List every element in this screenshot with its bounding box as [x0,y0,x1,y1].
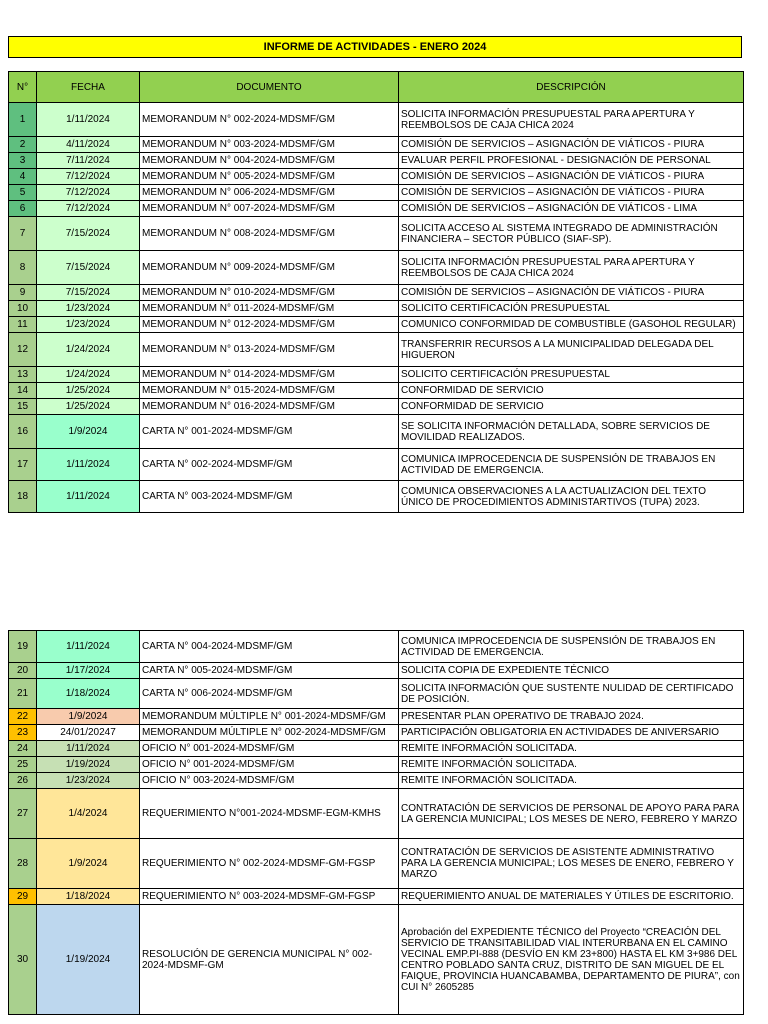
row-fecha: 1/24/2024 [37,367,140,383]
row-documento: CARTA N° 001-2024-MDSMF/GM [140,415,399,449]
row-descripcion: COMISIÓN DE SERVICIOS – ASIGNACIÓN DE VIÁTICOS - PIURA [399,169,744,185]
row-fecha: 1/9/2024 [37,709,140,725]
row-fecha: 7/15/2024 [37,217,140,251]
table-row [9,137,744,153]
row-descripcion: COMUNICA IMPROCEDENCIA DE SUSPENSIÓN DE TRABAJOS EN ACTIVIDAD DE EMERGENCIA. [399,449,744,481]
row-descripcion: SOLICITA INFORMACIÓN PRESUPUESTAL PARA APERTURA Y REEMBOLSOS DE CAJA CHICA 2024 [399,103,744,137]
row-number: 26 [9,773,37,789]
table-row [9,725,744,741]
row-fecha: 7/15/2024 [37,285,140,301]
table-row [9,301,744,317]
row-descripcion: REQUERIMIENTO ANUAL DE MATERIALES Y ÚTILES DE ESCRITORIO. [399,889,744,905]
row-descripcion: PARTICIPACIÓN OBLIGATORIA EN ACTIVIDADES DE ANIVERSARIO [399,725,744,741]
row-fecha: 7/15/2024 [37,251,140,285]
row-fecha: 1/23/2024 [37,301,140,317]
row-descripcion: PRESENTAR PLAN OPERATIVO DE TRABAJO 2024. [399,709,744,725]
header-documento: DOCUMENTO [140,72,399,103]
table-row [9,153,744,169]
row-number: 9 [9,285,37,301]
table-row [9,663,744,679]
row-number: 29 [9,889,37,905]
table-row [9,185,744,201]
row-descripcion: COMUNICO CONFORMIDAD DE COMBUSTIBLE (GASOHOL REGULAR) [399,317,744,333]
row-descripcion: SOLICITA ACCESO AL SISTEMA INTEGRADO DE ADMINISTRACIÓN FINANCIERA – SECTOR PÚBLICO (SIAF-SP). [399,217,744,251]
row-fecha: 7/11/2024 [37,153,140,169]
table-header-row [9,72,744,103]
row-descripcion: SOLICITA COPIA DE EXPEDIENTE TÉCNICO [399,663,744,679]
table-row [9,481,744,513]
table-row [9,741,744,757]
row-number: 3 [9,153,37,169]
row-fecha: 1/18/2024 [37,889,140,905]
row-documento: MEMORANDUM N° 014-2024-MDSMF/GM [140,367,399,383]
row-descripcion: SOLICITA INFORMACIÓN QUE SUSTENTE NULIDAD DE CERTIFICADO DE POSICIÓN. [399,679,744,709]
table-row [9,789,744,839]
header-descripcion: DESCRIPCIÓN [399,72,744,103]
row-fecha: 1/19/2024 [37,905,140,1015]
row-number: 1 [9,103,37,137]
row-documento: MEMORANDUM N° 013-2024-MDSMF/GM [140,333,399,367]
row-number: 8 [9,251,37,285]
row-number: 10 [9,301,37,317]
row-documento: MEMORANDUM MÚLTIPLE N° 002-2024-MDSMF/GM [140,725,399,741]
row-fecha: 1/24/2024 [37,333,140,367]
row-descripcion: COMISIÓN DE SERVICIOS – ASIGNACIÓN DE VIÁTICOS - PIURA [399,285,744,301]
row-documento: MEMORANDUM N° 006-2024-MDSMF/GM [140,185,399,201]
row-number: 27 [9,789,37,839]
row-documento: MEMORANDUM N° 009-2024-MDSMF/GM [140,251,399,285]
row-documento: MEMORANDUM N° 010-2024-MDSMF/GM [140,285,399,301]
row-descripcion: SOLICITO CERTIFICACIÓN PRESUPUESTAL [399,301,744,317]
row-fecha: 7/12/2024 [37,201,140,217]
row-number: 21 [9,679,37,709]
row-documento: MEMORANDUM N° 002-2024-MDSMF/GM [140,103,399,137]
row-descripcion: REMITE INFORMACIÓN SOLICITADA. [399,741,744,757]
row-number: 12 [9,333,37,367]
row-documento: MEMORANDUM N° 012-2024-MDSMF/GM [140,317,399,333]
table-row [9,679,744,709]
row-documento: MEMORANDUM N° 011-2024-MDSMF/GM [140,301,399,317]
row-number: 25 [9,757,37,773]
row-descripcion: SOLICITO CERTIFICACIÓN PRESUPUESTAL [399,367,744,383]
row-documento: MEMORANDUM N° 003-2024-MDSMF/GM [140,137,399,153]
row-fecha: 1/23/2024 [37,317,140,333]
row-number: 13 [9,367,37,383]
row-fecha: 1/11/2024 [37,631,140,663]
row-documento: CARTA N° 005-2024-MDSMF/GM [140,663,399,679]
table-row [9,103,744,137]
row-fecha: 1/4/2024 [37,789,140,839]
table-row [9,839,744,889]
row-number: 2 [9,137,37,153]
activities-table-1 [8,71,744,513]
row-descripcion: COMISIÓN DE SERVICIOS – ASIGNACIÓN DE VIÁTICOS - PIURA [399,137,744,153]
row-descripcion: COMUNICA IMPROCEDENCIA DE SUSPENSIÓN DE TRABAJOS EN ACTIVIDAD DE EMERGENCIA. [399,631,744,663]
row-number: 19 [9,631,37,663]
row-documento: RESOLUCIÓN DE GERENCIA MUNICIPAL N° 002-2024-MDSMF-GM [140,905,399,1015]
row-descripcion: CONFORMIDAD DE SERVICIO [399,399,744,415]
row-descripcion: REMITE INFORMACIÓN SOLICITADA. [399,773,744,789]
row-documento: MEMORANDUM N° 016-2024-MDSMF/GM [140,399,399,415]
row-documento: MEMORANDUM N° 004-2024-MDSMF/GM [140,153,399,169]
row-documento: CARTA N° 006-2024-MDSMF/GM [140,679,399,709]
row-documento: OFICIO N° 001-2024-MDSMF/GM [140,757,399,773]
row-documento: CARTA N° 002-2024-MDSMF/GM [140,449,399,481]
row-number: 20 [9,663,37,679]
table-row [9,889,744,905]
table-row [9,449,744,481]
row-documento: CARTA N° 004-2024-MDSMF/GM [140,631,399,663]
table-row [9,217,744,251]
row-descripcion: COMUNICA OBSERVACIONES A LA ACTUALIZACION DEL TEXTO ÚNICO DE PROCEDIMIENTOS ADMINISTARTIVOS (TUPA) 2023. [399,481,744,513]
row-fecha: 4/11/2024 [37,137,140,153]
row-fecha: 1/19/2024 [37,757,140,773]
table-row [9,317,744,333]
row-descripcion: REMITE INFORMACIÓN SOLICITADA. [399,757,744,773]
row-fecha: 1/11/2024 [37,449,140,481]
table-row [9,709,744,725]
table-row [9,773,744,789]
row-descripcion: EVALUAR PERFIL PROFESIONAL - DESIGNACIÓN DE PERSONAL [399,153,744,169]
table-row [9,251,744,285]
row-documento: MEMORANDUM N° 008-2024-MDSMF/GM [140,217,399,251]
row-fecha: 1/23/2024 [37,773,140,789]
table-row [9,905,744,1015]
row-number: 17 [9,449,37,481]
row-documento: OFICIO N° 003-2024-MDSMF/GM [140,773,399,789]
row-number: 7 [9,217,37,251]
row-documento: MEMORANDUM N° 015-2024-MDSMF/GM [140,383,399,399]
table-row [9,169,744,185]
row-documento: MEMORANDUM MÚLTIPLE N° 001-2024-MDSMF/GM [140,709,399,725]
row-descripcion: COMISIÓN DE SERVICIOS – ASIGNACIÓN DE VIÁTICOS - PIURA [399,185,744,201]
row-fecha: 1/11/2024 [37,481,140,513]
row-number: 15 [9,399,37,415]
row-descripcion: SE SOLICITA INFORMACIÓN DETALLADA, SOBRE SERVICIOS DE MOVILIDAD REALIZADOS. [399,415,744,449]
row-descripcion: SOLICITA INFORMACIÓN PRESUPUESTAL PARA APERTURA Y REEMBOLSOS DE CAJA CHICA 2024 [399,251,744,285]
row-number: 30 [9,905,37,1015]
row-number: 16 [9,415,37,449]
row-documento: OFICIO N° 001-2024-MDSMF/GM [140,741,399,757]
row-number: 23 [9,725,37,741]
row-number: 6 [9,201,37,217]
row-fecha: 1/11/2024 [37,741,140,757]
row-number: 11 [9,317,37,333]
row-fecha: 1/18/2024 [37,679,140,709]
table-row [9,757,744,773]
row-fecha: 7/12/2024 [37,185,140,201]
table-row [9,333,744,367]
row-fecha: 7/12/2024 [37,169,140,185]
row-fecha: 1/25/2024 [37,399,140,415]
row-documento: REQUERIMIENTO N°001-2024-MDSMF-EGM-KMHS [140,789,399,839]
row-number: 14 [9,383,37,399]
row-documento: REQUERIMIENTO N° 002-2024-MDSMF-GM-FGSP [140,839,399,889]
row-documento: CARTA N° 003-2024-MDSMF/GM [140,481,399,513]
table-row [9,383,744,399]
row-fecha: 1/9/2024 [37,415,140,449]
row-documento: MEMORANDUM N° 007-2024-MDSMF/GM [140,201,399,217]
row-descripcion: Aprobación del EXPEDIENTE TÉCNICO del Proyecto “CREACIÓN DEL SERVICIO DE TRANSITABILIDAD VIAL INTERURBANA EN EL CAMINO VECINAL EMP.PI-888 (DESVÍO EN KM 23+800) HASTA EL KM 3+986 DEL CENTRO POBLADO SANTA CRUZ, DISTRITO DE SAN MIGUEL DE EL FAIQUE, PROVINCIA HUANCABAMBA, DEPARTAMENTO DE PIURA”, con CUI N° 2605285 [399,905,744,1015]
row-documento: MEMORANDUM N° 005-2024-MDSMF/GM [140,169,399,185]
report-title: INFORME DE ACTIVIDADES - ENERO 2024 [8,36,742,58]
row-fecha: 1/17/2024 [37,663,140,679]
row-number: 5 [9,185,37,201]
row-descripcion: TRANSFERRIR RECURSOS A LA MUNICIPALIDAD DELEGADA DEL HIGUERON [399,333,744,367]
row-fecha: 1/25/2024 [37,383,140,399]
header-fecha: FECHA [37,72,140,103]
row-number: 4 [9,169,37,185]
row-number: 24 [9,741,37,757]
table-row [9,399,744,415]
row-fecha: 24/01/20247 [37,725,140,741]
row-documento: REQUERIMIENTO N° 003-2024-MDSMF-GM-FGSP [140,889,399,905]
row-descripcion: COMISIÓN DE SERVICIOS – ASIGNACIÓN DE VIÁTICOS - LIMA [399,201,744,217]
row-descripcion: CONTRATACIÓN DE SERVICIOS DE ASISTENTE ADMINISTRATIVO PARA LA GERENCIA MUNICIPAL; LOS MESES DE ENERO, FEBRERO Y MARZO [399,839,744,889]
row-fecha: 1/11/2024 [37,103,140,137]
table-row [9,285,744,301]
table-row [9,367,744,383]
activities-table-2 [8,630,744,1015]
table-row [9,201,744,217]
table-row [9,415,744,449]
row-descripcion: CONFORMIDAD DE SERVICIO [399,383,744,399]
row-fecha: 1/9/2024 [37,839,140,889]
table-row [9,631,744,663]
row-number: 28 [9,839,37,889]
header-num: N° [9,72,37,103]
row-number: 22 [9,709,37,725]
row-number: 18 [9,481,37,513]
row-descripcion: CONTRATACIÓN DE SERVICIOS DE PERSONAL DE APOYO PARA PARA LA GERENCIA MUNICIPAL; LOS MESES DE NERO, FEBRERO Y MARZO [399,789,744,839]
